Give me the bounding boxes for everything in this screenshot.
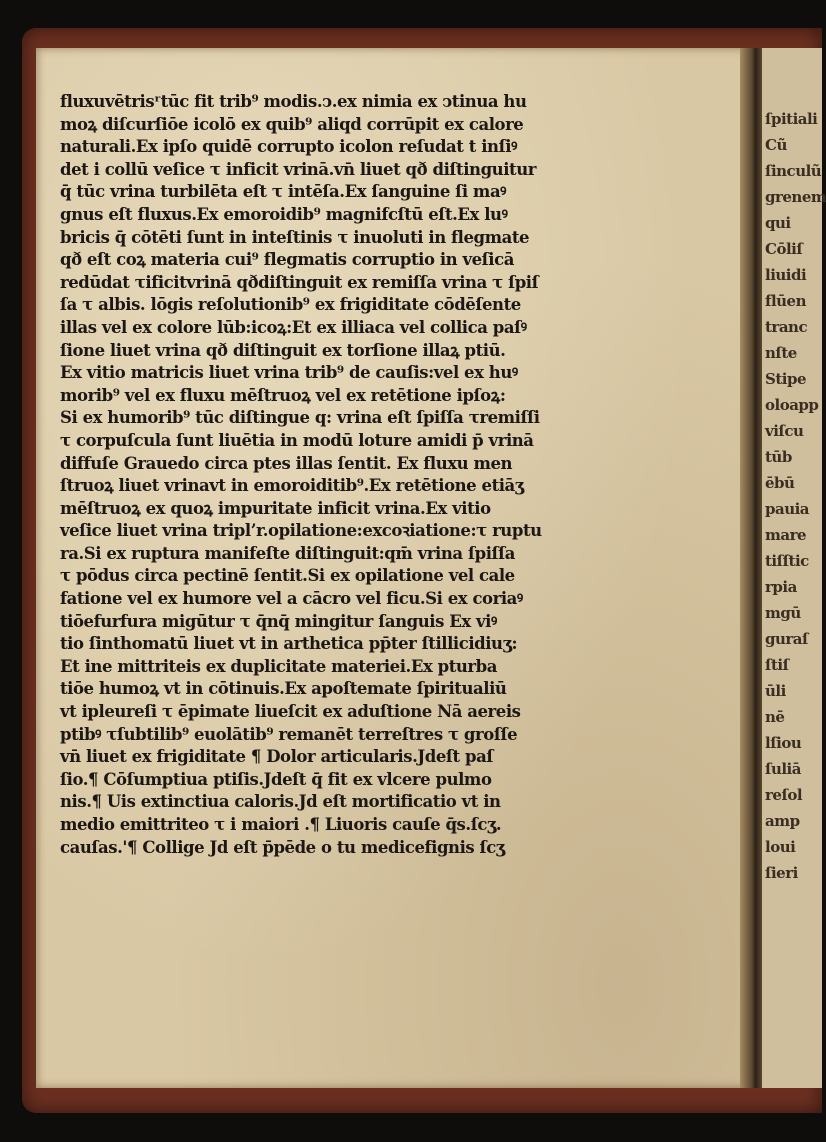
facing-line: qui	[765, 214, 791, 232]
incunable-text-block	[60, 91, 720, 859]
text-line: tiōefurfura migūtur τ q̄nq̄ mingitur ſanguis Ex viꝰ	[60, 611, 497, 631]
facing-line: ēbū	[765, 474, 795, 492]
facing-line: amp	[765, 812, 800, 830]
facing-line: ſpitiali	[765, 110, 818, 128]
facing-line: grenem	[765, 188, 826, 206]
text-line: fatione vel ex humore vel a cācro vel ficu.Si ex coriaꝰ	[60, 589, 523, 609]
facing-line: Cōliſ	[765, 240, 803, 258]
facing-line: reſol	[765, 786, 803, 804]
text-line: Si ex humorib⁹ tūc diſtingue q: vrina eſt ſpiſſa τremiſſi	[60, 408, 540, 428]
facing-line: tranc	[765, 318, 808, 336]
text-line: vt ipleureſi τ ēpimate liueſcit ex aduſtione Nā aereis	[60, 702, 521, 722]
text-line: ſione liuet vrina qð diſtinguit ex torſione illaꝝ ptiū.	[60, 340, 506, 360]
text-line: τ pōdus circa pectinē ſentit.Si ex opilatione vel cale	[60, 566, 515, 586]
facing-line: viſcu	[765, 422, 804, 440]
text-line: moꝝ diſcurſiōe icolō ex quib⁹ aliqd corrūpit ex calore	[60, 114, 524, 134]
facing-line: flūen	[765, 292, 807, 310]
text-line: nis.¶ Uis extinctiua caloris.Jd eſt mortificatio vt in	[60, 792, 501, 812]
text-line: cauſas.'¶ Collige Jd eſt p̄pēde o tu medicefignis ſcʒ	[60, 837, 505, 857]
text-line: veſice liuet vrina tripl’r.opilatione:excoꝛiatione:τ ruptu	[60, 521, 542, 541]
text-line: redūdat τificitvrinā qðdiſtinguit ex remiſſa vrina τ ſpiſ	[60, 272, 539, 292]
facing-line: ſinculũ	[765, 162, 822, 180]
text-line: qð eſt coꝝ materia cui⁹ flegmatis corruptio in veſicā	[60, 250, 514, 270]
facing-line: oloapp	[765, 396, 819, 414]
text-line: diffuſe Grauedo circa ptes illas ſentit. Ex fluxu men	[60, 453, 513, 473]
facing-line: tūb	[765, 448, 792, 466]
facing-line: ſieri	[765, 864, 798, 882]
facing-line: nē	[765, 708, 785, 726]
text-line: mēſtruoꝝ ex quoꝝ impuritate inficit vrina.Ex vitio	[60, 498, 491, 518]
text-line: vn̄ liuet ex frigiditate ¶ Dolor articularis.Jdeſt paſ	[60, 747, 493, 767]
text-line: Et ine mittriteis ex duplicitate materiei.Ex pturba	[60, 656, 498, 676]
facing-line: liuidi	[765, 266, 807, 284]
text-line: ra.Si ex ruptura manifeſte diſtinguit:qm̄ vrina ſpiſſa	[60, 543, 516, 563]
text-line: morib⁹ vel ex fluxu mēſtruoꝝ vel ex retētione ipſoꝝ:	[60, 385, 506, 405]
text-line: tio ſinthomatū liuet vt in arthetica pp̄ter ſtillicidiuʒ:	[60, 634, 518, 654]
text-line: q̄ tūc vrina turbilēta eſt τ intēſa.Ex ſanguine ſi maꝰ	[60, 182, 507, 202]
facing-line: ūli	[765, 682, 786, 700]
text-line: τ corpuſcula ſunt liuētia in modū loture amidi p̄ vrinā	[60, 430, 534, 450]
facing-line: mare	[765, 526, 807, 544]
text-line: naturali.Ex ipſo quidē corrupto icolon reſudat t inſiꝰ	[60, 137, 517, 157]
text-line: tiōe humoꝝ vt in cōtinuis.Ex apoſtemate ſpiritualiū	[60, 679, 507, 699]
facing-line: ſuliā	[765, 760, 801, 778]
facing-line: nſte	[765, 344, 797, 362]
text-line: ptibꝰ τſubtilib⁹ euolātib⁹ remanēt terreſtres τ groſſe	[60, 724, 518, 744]
text-line: medio emittriteo τ i maiori .¶ Liuoris cauſe q̄s.ſcʒ.	[60, 815, 502, 834]
text-line: ſa τ albis. lōgis reſolutionib⁹ ex frigiditate cōdēſente	[60, 295, 521, 315]
facing-line: lſiou	[765, 734, 802, 752]
text-line: bricis q̄ cōtēti ſunt in inteſtinis τ inuoluti in flegmate	[60, 227, 530, 247]
facing-line: Stipe	[765, 370, 806, 388]
text-line: illas vel ex colore lūb:icoꝝ:Et ex illiaca vel collica paſꝰ	[60, 317, 527, 337]
text-line: ſtruoꝝ liuet vrinavt in emoroiditib⁹.Ex retētione etiāʒ	[60, 476, 524, 496]
facing-line: guraſ	[765, 630, 808, 648]
text-line: Ex vitio matricis liuet vrina trib⁹ de cauſis:vel ex huꝰ	[60, 363, 518, 383]
facing-page	[762, 48, 826, 1088]
facing-line: loui	[765, 838, 796, 856]
facing-line: rpia	[765, 578, 797, 596]
facing-line: mgū	[765, 604, 801, 622]
facing-line: Cũ	[765, 136, 787, 154]
text-line: fluxuvētrisʳtūc fit trib⁹ modis.ↄ.ex nimia ex ↄtinua hu	[60, 92, 527, 111]
facing-line: tiſſtic	[765, 552, 809, 570]
facing-line: ſtiſ	[765, 656, 789, 674]
text-line: det i collū veſice τ inficit vrinā.vn̄ liuet qð diſtinguitur	[60, 159, 536, 179]
text-line: gnus eſt fluxus.Ex emoroidib⁹ magnifcſtū eſt.Ex luꝰ	[60, 204, 508, 224]
text-line: ſio.¶ Cōſumptiua ptiſis.Jdeſt q̄ fit ex vlcere pulmo	[60, 769, 492, 789]
facing-line: pauia	[765, 500, 810, 518]
